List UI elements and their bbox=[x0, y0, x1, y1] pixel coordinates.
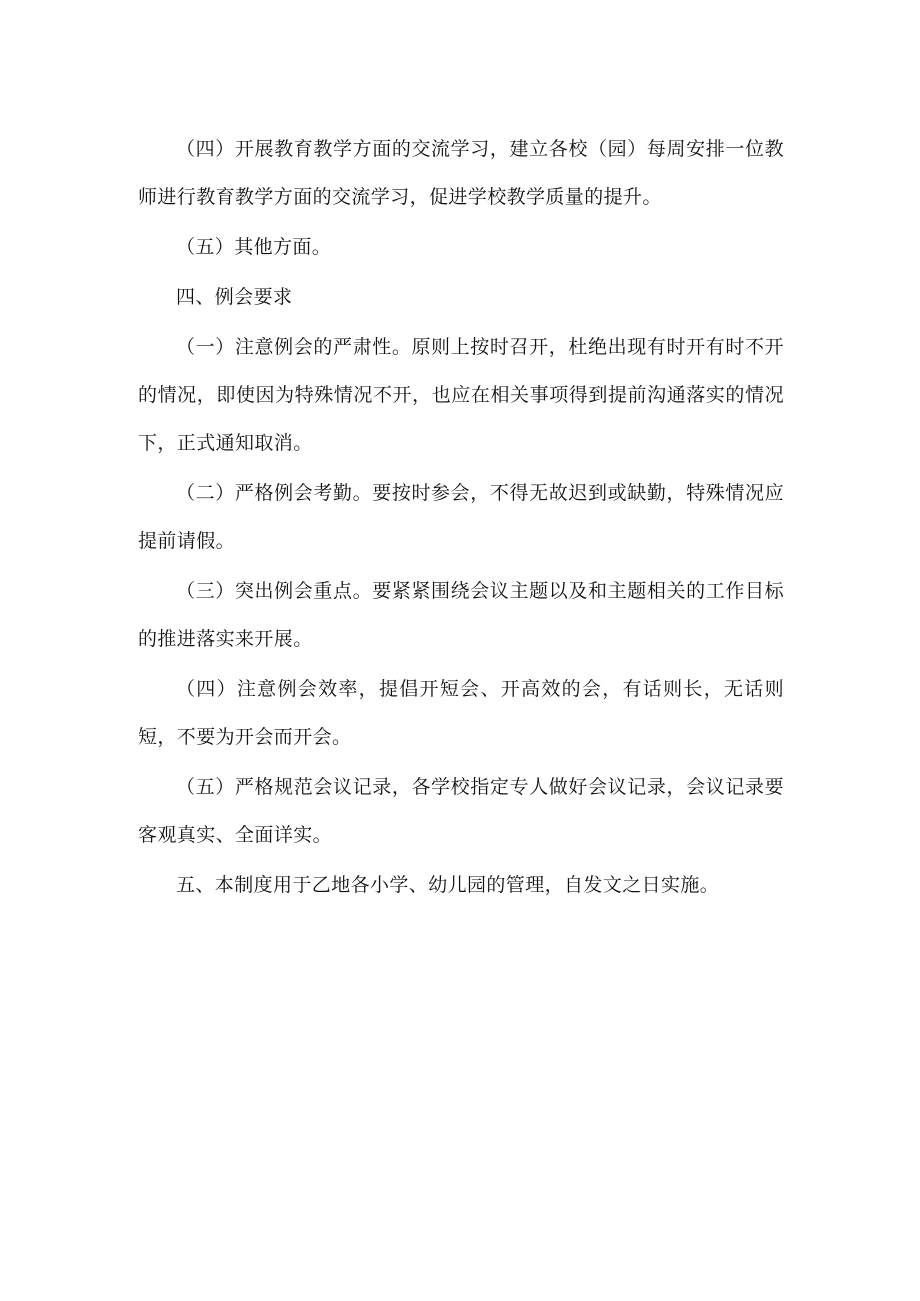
paragraph-other-aspects: （五）其他方面。 bbox=[176, 236, 332, 258]
paragraph-teaching-exchange: （四）开展教育教学方面的交流学习，建立各校（园）每周安排一位教师进行教育教学方面的交流学习，促进学校教学质量的提升。 bbox=[138, 138, 784, 208]
paragraph-minutes: （五）严格规范会议记录，各学校指定专人做好会议记录，会议记录要客观真实、全面详实。 bbox=[138, 776, 784, 846]
paragraph-scope-effective: 五、本制度用于乙地各小学、幼儿园的管理，自发文之日实施。 bbox=[176, 874, 720, 896]
paragraph-efficiency: （四）注意例会效率，提倡开短会、开高效的会，有话则长，无话则短，不要为开会而开会。 bbox=[138, 678, 784, 748]
paragraph-attendance: （二）严格例会考勤。要按时参会，不得无故迟到或缺勤，特殊情况应提前请假。 bbox=[138, 482, 784, 552]
document-body bbox=[138, 125, 784, 911]
paragraph-seriousness: （一）注意例会的严肃性。原则上按时召开，杜绝出现有时开有时不开的情况，即使因为特殊情况不开，也应在相关事项得到提前沟通落实的情况下，正式通知取消。 bbox=[138, 336, 784, 454]
section-heading-meeting-requirements: 四、例会要求 bbox=[176, 286, 293, 308]
paragraph-focus: （三）突出例会重点。要紧紧围绕会议主题以及和主题相关的工作目标的推进落实来开展。 bbox=[138, 580, 784, 650]
